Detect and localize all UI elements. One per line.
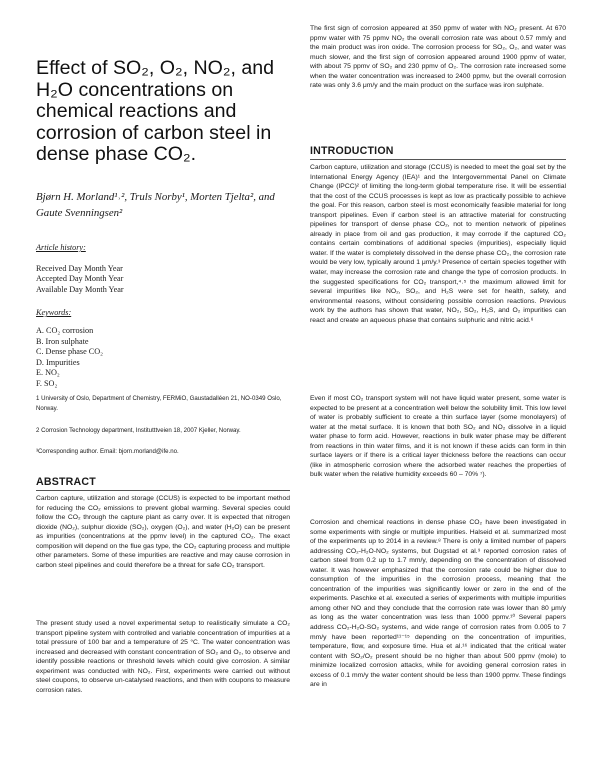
- keyword-item: D. Impurities: [36, 357, 80, 367]
- keyword-item: A. CO₂ corrosion: [36, 326, 94, 335]
- introduction-paragraph-2: Even if most CO₂ transport system will not have liquid water present, some water is expected to be present at a concentration well below the solubility limit. This low level of water is probably sufficient to create a thin surface layer (some monolayers) of water at the metal surface. It is known that both SO₂ and NO₂ dissolve in a liquid water phase to form acid. However, reactions in bulk water phase may be different from reactions in thin water films, and it is not known if these acids can form in thin surface layers or if there is a critical layer thickness before the reactions can occur (like in atmospheric corrosion where the adsorbed water reaches the properties of bulk water when the relative humidity exceeds 60 – 70% ⁷).: [310, 395, 566, 479]
- abstract-paragraph-3: The first sign of corrosion appeared at 350 ppmv of water with NO₂ present. At 670 ppmv water with 75 ppmv NO₂ the overall corrosion rate was about 0.57 mm/y and the main product was iron oxide. The corrosion process for SO₂, O₂, and water was much slower, and the first sign of corrosion appeared around 1900 ppmv of water, with about 75 ppmv of SO₂ and 230 ppmv of O₂. The corrosion rate increased some when the water concentration was increased to 2400 ppmv, but the overall corrosion rate was only 3.6 μm/y and the main product on the surface was iron sulphate.: [310, 25, 566, 90]
- article-history-heading: Article history:: [36, 243, 86, 252]
- accepted-date: Accepted Day Month Year: [36, 274, 124, 284]
- section-divider: [310, 159, 566, 160]
- keyword-item: F. SO₂: [36, 378, 58, 388]
- article-history: [36, 264, 124, 295]
- affiliation-2: 2 Corrosion Technology department, Institutttveien 18, 2007 Kjeller, Norway.: [36, 427, 241, 434]
- keyword-item: C. Dense phase CO₂: [36, 347, 103, 356]
- received-date: Received Day Month Year: [36, 264, 123, 273]
- introduction-paragraph-1: Carbon capture, utilization and storage (CCUS) is needed to meet the goal set by the International Energy Agency (IEA)¹ and the Intergovernmental Panel on Climate Change (IPCC)² of limiting the long-term global temperature rise. It will be essential that the cost of the CCUS processes is kept as low as practically possible to achieve the goal. For this reason, carbon steel is most economically feasible material for long transport pipelines. Even if carbon steel is an attractive material for constructing pipelines for transport of dense phase CO₂, not to mention network of pipelines already in place from oil and gas production, it may corrode if the captured CO₂ contains certain combinations of additional species (impurities), especially liquid water. If the water is completely dissolved in the dense phase CO₂, the corrosion rate would be very low, typically around 1 μm/y.³ Presence of certain species together with water, may increase the corrosion rate and change the type of corrosion products. In the suggested specifications for CO₂ transport,⁴˒⁵ the maximum allowed limit for several impurities like NO₂, SO₂, and H₂S were set for health, safety, and environmental reasons, without considering possible corrosion reactions. Previous work by the authors has shown that water, NO₂, SO₂, H₂S, and O₂ impurities can react and create an aqueous phase that contains sulphuric and nitric acid.⁶: [310, 164, 566, 324]
- keywords-heading: Keywords:: [36, 308, 72, 317]
- introduction-paragraph-3: Corrosion and chemical reactions in dense phase CO₂ have been investigated in some experiments with single or multiple impurities. Halseid et al. summarized most of the experiments up to 2014 in a review.⁸ There is only a limited number of papers addressing CO₂-H₂O-NO₂ systems, but Dugstad et al.⁹ reported corrosion rates of carbon steel from 0.2 up to 1.7 mm/y, depending on the concentration of dissolved water. It was however emphasized that the corrosion rate could be higher due to consumption of the impurities in the corrosion process, meaning that the concentration of the impurities was significantly lower or zero in the end of the experiments. Paschke et al. executed a series of experiments with multiple impurities among other NO and they conclude that the corrosion rate was lower than 80 μm/y as long as the water concentration was less than 1000 ppmv.¹⁰ Several papers address CO₂-H₂O-SO₂ systems, and wide range of corrosion rates from 0.005 to 7 mm/y have been reported¹¹⁻¹⁵ depending on the concentration of impurities, temperature, flow, and exposure time. Hua et al.¹⁶ indicated that the critical water content with SO₂/O₂ present should be no higher than about 500 ppmv (mole) to minimize localized corrosion attacks, while for avoiding general corrosion rates in excess of 0.1 mm/y the water content should be less than 1900 ppmv. These findings are in: [310, 519, 566, 689]
- available-date: Available Day Month Year: [36, 284, 124, 294]
- keyword-item: B. Iron sulphate: [36, 336, 89, 346]
- section-divider: [36, 490, 290, 491]
- corresponding-author: ³Corresponding author. Email: bjorn.morland@ife.no.: [36, 448, 179, 455]
- introduction-heading: INTRODUCTION: [310, 145, 394, 157]
- keyword-list: [36, 326, 103, 389]
- abstract-paragraph-1: Carbon capture, utilization and storage (CCUS) is expected to be important method for reducing the CO₂ emissions to prevent global warming. Several species could follow the CO₂ through the capture plant as carry over. It is expected that nitrogen dioxide (NO₂), sulphur dioxide (SO₂), oxygen (O₂), and water (H₂O) can be present as impurities (concentrations at the ppmv level) in the captured CO₂. The exact composition will depend on the flue gas type, the CO₂ capturing process and multiple other parameters. Some of these impurities are reactive and may cause corrosion in carbon steel pipelines and could therefore be a threat for safe CO₂ transport.: [36, 495, 290, 569]
- abstract-heading: ABSTRACT: [36, 476, 96, 488]
- author-list: Bjørn H. Morland¹˒², Truls Norby¹, Morten Tjelta², and Gaute Svenningsen²: [36, 191, 275, 219]
- abstract-paragraph-2: The present study used a novel experimental setup to realistically simulate a CO₂ transport pipeline system with controlled and variable concentration of impurities at a total pressure of 100 bar and a temperature of 25 °C. The water concentration was increased and decreased with constant concentration of SO₂ and O₂, to observe and identify possible reactions or threshold levels which could give corrosion. A similar experiment was conducted with NO₂. First, experiments were carried out without steel coupons, to observe un-catalysed reactions, and then with coupons to measure corrosion rates.: [36, 620, 290, 694]
- keyword-item: E. NO₂: [36, 368, 60, 377]
- affiliation-1: 1 University of Oslo, Department of Chemistry, FERMiO, Gaustadalléen 21, NO-0349 Oslo, Norway.: [36, 395, 282, 412]
- paper-title: Effect of SO₂, O₂, NO₂, and H₂O concentrations on chemical reactions and corrosion of carbon steel in dense phase CO₂.: [36, 57, 275, 165]
